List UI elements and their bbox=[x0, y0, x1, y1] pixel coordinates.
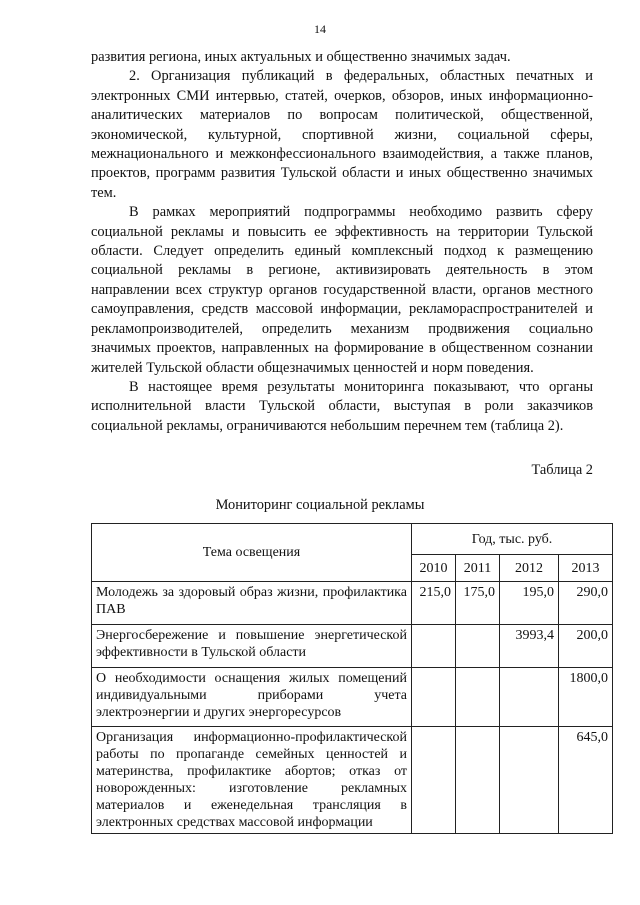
row-value bbox=[500, 668, 559, 727]
row-value bbox=[412, 727, 456, 834]
header-topic: Тема освещения bbox=[92, 524, 412, 582]
row-value: 290,0 bbox=[559, 582, 613, 625]
paragraph-social-ads: В рамках мероприятий подпрограммы необходимо развить сферу социальной рекламы и повысить ее эффективность на территории Тульской области. Следует определить единый комплексный подход к размещению социальной рекламы в регионе, активизировать деятельность в этом направлении всех структур органов государственной власти, органов местного самоуправления, средств массовой информации, рекламораспространителей и рекламопроизводителей, определить механизм продвижения социально значимых проектов, направленных на формирование в общественном сознании жителей Тульской области общезначимых ценностей и норм поведения. bbox=[91, 204, 593, 376]
header-year-group: Год, тыс. руб. bbox=[412, 524, 613, 555]
body-text bbox=[91, 48, 593, 436]
row-value: 200,0 bbox=[559, 625, 613, 668]
table-caption: Таблица 2 bbox=[531, 462, 593, 478]
table-header-row bbox=[92, 524, 613, 555]
row-value bbox=[456, 668, 500, 727]
paragraph-continuation: развития региона, иных актуальных и общественно значимых задач. bbox=[91, 49, 511, 65]
row-value: 175,0 bbox=[456, 582, 500, 625]
row-value: 645,0 bbox=[559, 727, 613, 834]
row-value bbox=[456, 625, 500, 668]
row-topic: Молодежь за здоровый образ жизни, профилактика ПАВ bbox=[92, 582, 412, 625]
table-title: Мониторинг социальной рекламы bbox=[215, 497, 425, 513]
header-year: 2010 bbox=[412, 555, 456, 582]
page-number: 14 bbox=[314, 22, 326, 36]
row-value bbox=[500, 727, 559, 834]
row-value: 195,0 bbox=[500, 582, 559, 625]
row-value: 215,0 bbox=[412, 582, 456, 625]
header-year: 2012 bbox=[500, 555, 559, 582]
row-value: 3993,4 bbox=[500, 625, 559, 668]
row-value bbox=[456, 727, 500, 834]
paragraph-item-2: 2. Организация публикаций в федеральных, областных печатных и электронных СМИ интервью, статей, очерков, обзоров, иных информационно-аналитических материалов по вопросам политической, общественной, экономической, культурной, спортивной жизни, социальной сферы, межнационального и межконфессионального взаимодействия, а также планов, проектов, программ развития Тульской области и иных общественно значимых тем. bbox=[91, 68, 593, 201]
header-year: 2011 bbox=[456, 555, 500, 582]
row-value bbox=[412, 668, 456, 727]
monitoring-table bbox=[91, 523, 613, 834]
row-topic: Организация информационно-профилактической работы по пропаганде семейных ценностей и материнства, профилактике абортов; отказ от новорожденных: изготовление рекламных материалов и еженедельная трансляция в электронных средствах массовой информации bbox=[92, 727, 412, 834]
row-topic: Энергосбережение и повышение энергетической эффективности в Тульской области bbox=[92, 625, 412, 668]
table-row bbox=[92, 582, 613, 625]
paragraph-monitoring: В настоящее время результаты мониторинга показывают, что органы исполнительной власти Тульской области, выступая в роли заказчиков социальной рекламы, ограничиваются небольшим перечнем тем (таблица 2). bbox=[91, 378, 593, 434]
row-value: 1800,0 bbox=[559, 668, 613, 727]
header-year: 2013 bbox=[559, 555, 613, 582]
row-topic: О необходимости оснащения жилых помещений индивидуальными приборами учета электроэнергии и других энергоресурсов bbox=[92, 668, 412, 727]
table-row bbox=[92, 668, 613, 727]
row-value bbox=[412, 625, 456, 668]
table-row bbox=[92, 625, 613, 668]
table-row bbox=[92, 727, 613, 834]
